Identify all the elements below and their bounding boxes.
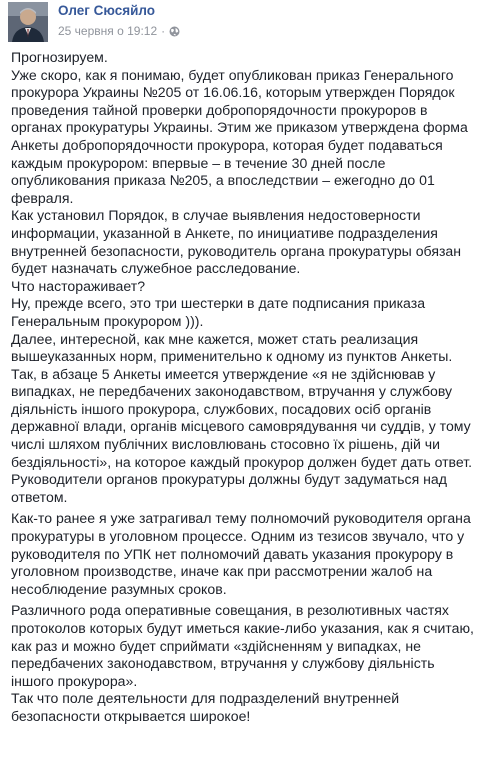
post-body (11, 49, 481, 730)
avatar[interactable] (8, 2, 48, 42)
post-paragraph: Как-то ранее я уже затрагивал тему полномочий руководителя органа прокуратуры в уголовном процессе. Одним из тезисов звучало, что у руководителя по УПК нет полномочий давать указания прокурору в уголовном производстве, иначе как при рассмотрении жалоб на несоблюдение разумных сроков. (11, 510, 471, 597)
post-header (8, 2, 478, 42)
post-timestamp[interactable]: 25 червня о 19:12 (58, 24, 158, 38)
globe-icon[interactable] (169, 26, 180, 37)
meta-separator: · (161, 24, 166, 38)
avatar-photo-icon (8, 2, 48, 42)
post-paragraph: Различного рода оперативные совещания, в резолютивных частях протоколов которых будут иметься какие-либо указания, как я считаю, как раз и можно будет сприймати «здійсненням у випадках, не передбачених законодавством, втручання у службову діяльність іншого прокурора». Так что поле деятельности для подразделений внутренней безопасности открывается широкое! (11, 602, 474, 724)
post-meta (58, 24, 180, 38)
author-name-link[interactable]: Олег Сюсяйло (58, 3, 156, 18)
post-paragraph: Прогнозируем. Уже скоро, как я понимаю, будет опубликован приказ Генерального прокурора Украины №205 от 16.06.16, которым утвержден Порядок проведения тайной проверки добропорядочности прокуроров в органах прокуратуры Украины. Этим же приказом утверждена форма Анкеты добропорядочности прокурора, которая будет подаваться каждым прокурором: впервые – в течение 30 дней после опубликования приказа №205, а впоследствии – ежегодно до 01 февраля. Как установил Порядок, в случае выявления недостоверности информации, указанной в Анкете, по инициативе подразделения внутренней безопасности, руководитель органа прокуратуры обязан будет назначать служебное расследование. Что настораживает? Ну, прежде всего, это три шестерки в дате подписания приказа Генеральным прокурором ))). Далее, интересной, как мне кажется, может стать реализация вышеуказанных норм, применительно к одному из пунктов Анкеты. Так, в абзаце 5 Анкеты имеется утверждение «я не здійснював у випадках, не передбачених законодавством, втручання у службову діяльність іншого прокурора, службових, посадових осіб органів державної влади, органів місцевого самоврядування чи суддів, у тому числі шляхом публічних висловлювань стосовно їх рішень, дій чи бездіяльності», на которое каждый прокурор должен будет дать ответ. Руководители органов прокуратуры должны будут задуматься над ответом. (11, 49, 473, 505)
